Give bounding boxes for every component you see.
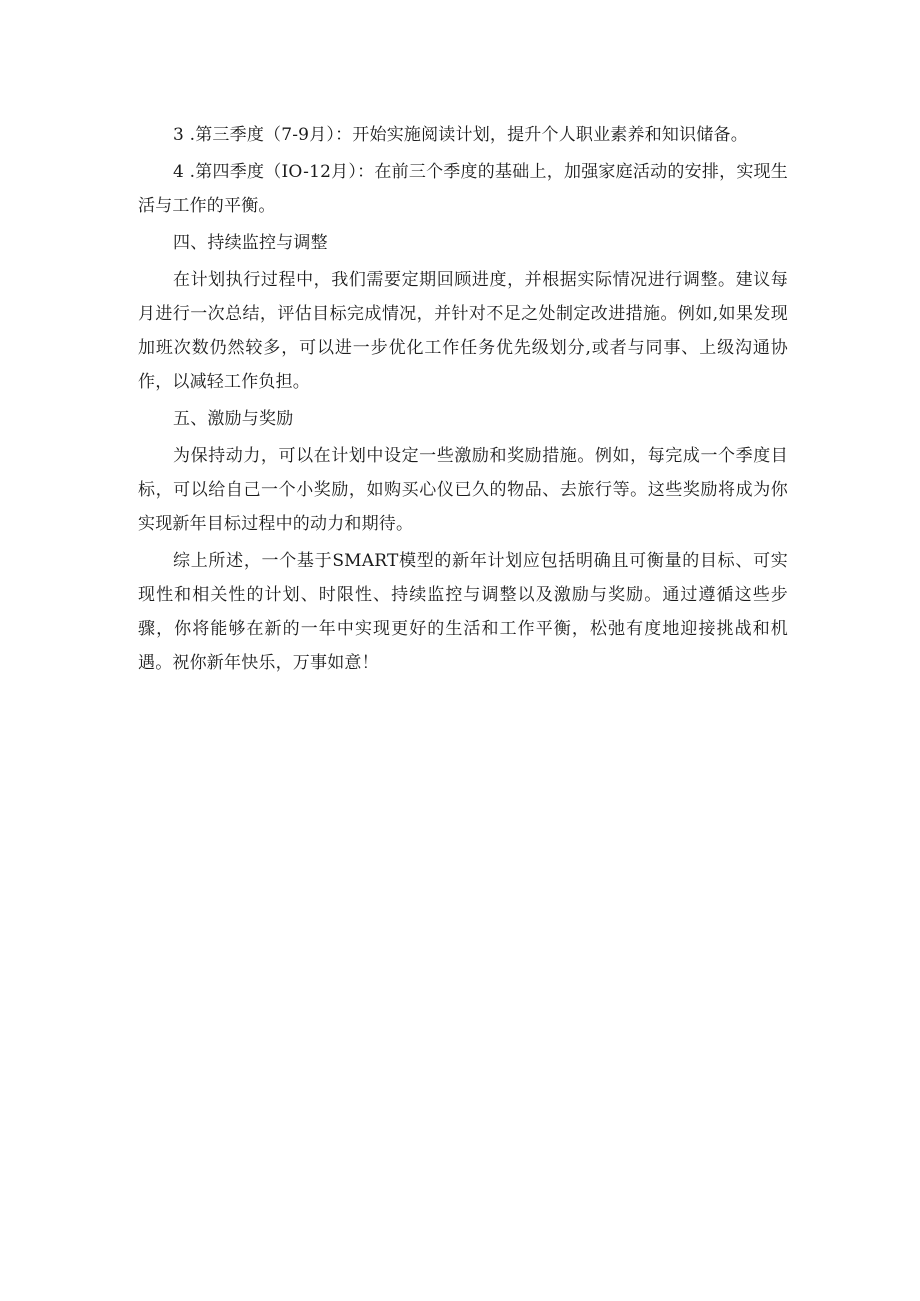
list-item-q3: 3 .第三季度（7-9月）：开始实施阅读计划，提升个人职业素养和知识储备。 — [173, 125, 748, 145]
document-body — [138, 118, 788, 683]
list-item-q4: 4 .第四季度（IO-12月）：在前三个季度的基础上，加强家庭活动的安排，实现生活与工作的平衡。 — [138, 162, 788, 216]
paragraph-conclusion: 综上所述，一个基于SMART模型的新年计划应包括明确且可衡量的目标、可实现性和相关性的计划、时限性、持续监控与调整以及激励与奖励。通过遵循这些步骤，你将能够在新的一年中实现更好的生活和工作平衡，松弛有度地迎接挑战和机遇。祝你新年快乐，万事如意！ — [138, 551, 788, 673]
section-heading-rewards: 五、激励与奖励 — [173, 409, 294, 429]
paragraph-monitoring: 在计划执行过程中，我们需要定期回顾进度，并根据实际情况进行调整。建议每月进行一次总结，评估目标完成情况，并针对不足之处制定改进措施。例如,如果发现加班次数仍然较多，可以进一步优化工作任务优先级划分,或者与同事、上级沟通协作，以减轻工作负担。 — [138, 270, 788, 392]
paragraph-rewards: 为保持动力，可以在计划中设定一些激励和奖励措施。例如，每完成一个季度目标，可以给自己一个小奖励，如购买心仪已久的物品、去旅行等。这些奖励将成为你实现新年目标过程中的动力和期待。 — [138, 446, 788, 534]
section-heading-monitoring: 四、持续监控与调整 — [173, 233, 328, 253]
